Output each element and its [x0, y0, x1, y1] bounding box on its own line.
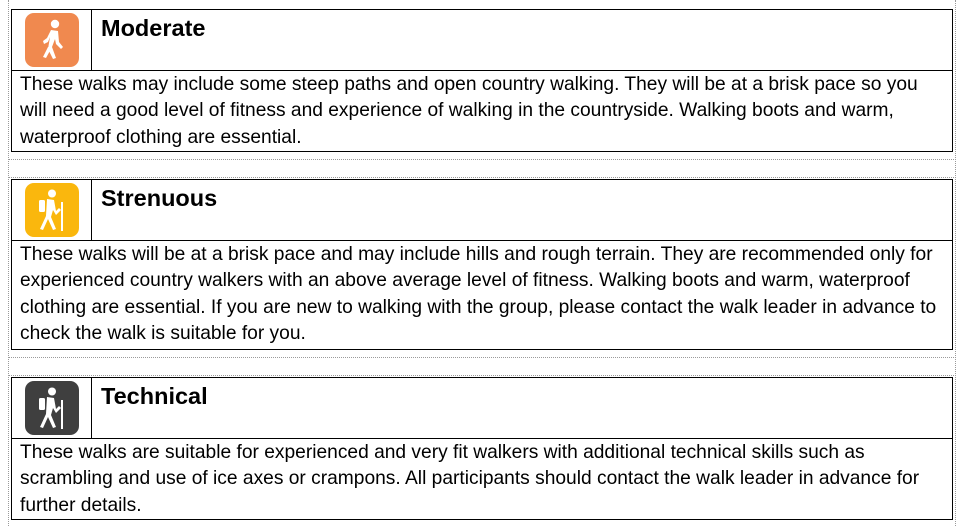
grade-header: [12, 180, 952, 241]
title-cell: [92, 10, 952, 70]
hiker-glyph: [32, 386, 72, 430]
table-guide-right: [955, 0, 956, 526]
hiker-with-pole-icon: [25, 183, 79, 237]
grade-technical: [11, 377, 953, 520]
table-guide-row: [8, 177, 954, 178]
table-guide-row: [8, 357, 954, 358]
grade-title: Strenuous: [101, 185, 218, 211]
icon-cell: [12, 378, 92, 438]
grade-title: Moderate: [101, 15, 206, 41]
title-cell: [92, 180, 952, 240]
grade-title: Technical: [101, 383, 208, 409]
walker-glyph: [32, 18, 72, 62]
table-guide-row: [8, 159, 954, 160]
walker-icon: [25, 13, 79, 67]
table-guide-left: [8, 0, 9, 526]
grade-header: [12, 378, 952, 439]
grade-header: [12, 10, 952, 71]
grade-moderate: [11, 9, 953, 152]
grade-strenuous: [11, 179, 953, 350]
grade-description: These walks are suitable for experienced and very fit walkers with additional technical skills such as scrambling and use of ice axes or crampons. All participants should contact the walk leader in advance for further details.: [20, 442, 920, 516]
table-guide-row: [8, 375, 954, 376]
grade-description: These walks will be at a brisk pace and may include hills and rough terrain. They are recommended only for experienced country walkers with an above average level of fitness. Walking boots and warm, waterproof clothing are essential. If you are new to walking with the group, please contact the walk leader in advance to check the walk is suitable for you.: [20, 244, 937, 344]
icon-cell: [12, 180, 92, 240]
hiker-glyph: [32, 188, 72, 232]
title-cell: [92, 378, 952, 438]
hiker-with-pole-icon: [25, 381, 79, 435]
grade-description: These walks may include some steep paths and open country walking. They will be at a brisk pace so you will need a good level of fitness and experience of walking in the countryside. Walking boots and warm, waterproof clothing are essential.: [20, 74, 918, 148]
icon-cell: [12, 10, 92, 70]
